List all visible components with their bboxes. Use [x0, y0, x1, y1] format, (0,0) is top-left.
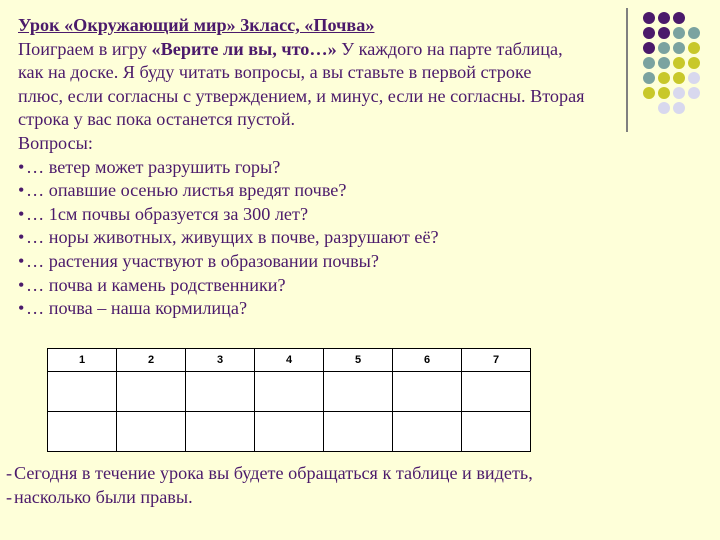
question-text: … почва и камень родственники? — [26, 274, 286, 295]
footer-dash-2: - — [6, 486, 13, 507]
lesson-title: Урок «Окружающий мир» 3класс, «Почва» — [18, 15, 375, 35]
table-header-cell: 6 — [393, 349, 462, 372]
question-text: … ветер может разрушить горы? — [26, 156, 281, 177]
lesson-text — [18, 14, 630, 321]
bullet-icon: • — [18, 227, 25, 248]
question-text: … 1см почвы образуется за 300 лет? — [26, 203, 309, 224]
decorative-dot — [643, 27, 655, 39]
table-header-cell: 5 — [324, 349, 393, 372]
decorative-dot — [658, 87, 670, 99]
intro-lead: Поиграем в игру — [18, 38, 152, 59]
question-item — [18, 250, 630, 274]
decorative-dot — [673, 87, 685, 99]
question-list — [18, 156, 630, 321]
question-item — [18, 226, 630, 250]
decorative-dot — [688, 87, 700, 99]
decorative-dot — [688, 27, 700, 39]
answer-cell — [117, 372, 186, 412]
answer-cell — [324, 412, 393, 452]
table-header-cell: 4 — [255, 349, 324, 372]
question-text: … растения участвуют в образовании почвы? — [26, 250, 379, 271]
intro-line-2: как на доске. Я буду читать вопросы, а вы ставьте в первой строке — [18, 62, 532, 83]
decorative-dot — [673, 57, 685, 69]
intro-line-4: строка у вас пока останется пустой. — [18, 109, 296, 130]
answer-cell — [117, 412, 186, 452]
decorative-dot — [658, 27, 670, 39]
decorative-dot — [643, 57, 655, 69]
footer-text-1: Сегодня в течение урока вы будете обращаться к таблице и видеть, — [14, 463, 533, 483]
question-item — [18, 297, 630, 321]
bullet-icon: • — [18, 180, 25, 201]
question-item — [18, 179, 630, 203]
table-header-cell: 7 — [462, 349, 531, 372]
table-header-cell: 1 — [48, 349, 117, 372]
decorative-dot — [643, 12, 655, 24]
decorative-dot-grid — [639, 8, 719, 120]
footer-text — [6, 462, 533, 509]
question-text: … опавшие осенью листья вредят почве? — [26, 180, 347, 201]
decorative-dot — [658, 102, 670, 114]
bullet-icon: • — [18, 250, 25, 271]
decorative-dot — [673, 27, 685, 39]
decorative-dot — [688, 42, 700, 54]
decorative-dot — [658, 72, 670, 84]
decorative-dot — [688, 72, 700, 84]
decorative-dot — [643, 87, 655, 99]
answer-row-2 — [48, 412, 531, 452]
answer-cell — [393, 372, 462, 412]
intro-line-1 — [18, 38, 630, 62]
decorative-dot — [658, 12, 670, 24]
answer-cell — [255, 372, 324, 412]
question-text: … норы животных, живущих в почве, разрушают её? — [26, 227, 439, 248]
decorative-dot — [658, 42, 670, 54]
answer-cell — [462, 372, 531, 412]
decorative-dot — [673, 72, 685, 84]
decorative-dot — [658, 57, 670, 69]
answer-cell — [48, 412, 117, 452]
bullet-icon: • — [18, 156, 25, 177]
decorative-dot — [673, 102, 685, 114]
decorative-dot — [688, 57, 700, 69]
answer-row-1 — [48, 372, 531, 412]
answer-table — [47, 348, 531, 452]
footer-text-2: насколько были правы. — [14, 486, 193, 507]
game-name: «Верите ли вы, что…» — [151, 38, 337, 59]
question-item — [18, 156, 630, 180]
intro-tail: У каждого на парте таблица, — [336, 38, 563, 59]
decorative-dot — [643, 72, 655, 84]
bullet-icon: • — [18, 298, 25, 319]
decorative-dot — [673, 42, 685, 54]
footer-dash-1: - — [6, 463, 13, 483]
footer-line-2 — [6, 486, 533, 510]
answer-cell — [462, 412, 531, 452]
bullet-icon: • — [18, 274, 25, 295]
table-header-row — [48, 349, 531, 372]
table-header-cell: 2 — [117, 349, 186, 372]
answer-cell — [48, 372, 117, 412]
questions-label: Вопросы: — [18, 132, 93, 153]
answer-cell — [393, 412, 462, 452]
footer-line-1 — [6, 462, 533, 486]
question-item — [18, 203, 630, 227]
intro-line-3: плюс, если согласны с утверждением, и минус, если не согласны. Вторая — [18, 85, 585, 106]
question-text: … почва – наша кормилица? — [26, 298, 248, 319]
answer-cell — [186, 412, 255, 452]
question-item — [18, 274, 630, 298]
answer-cell — [324, 372, 393, 412]
decorative-dot — [673, 12, 685, 24]
decorative-dot — [643, 42, 655, 54]
bullet-icon: • — [18, 203, 25, 224]
answer-cell — [255, 412, 324, 452]
answer-cell — [186, 372, 255, 412]
table-header-cell: 3 — [186, 349, 255, 372]
